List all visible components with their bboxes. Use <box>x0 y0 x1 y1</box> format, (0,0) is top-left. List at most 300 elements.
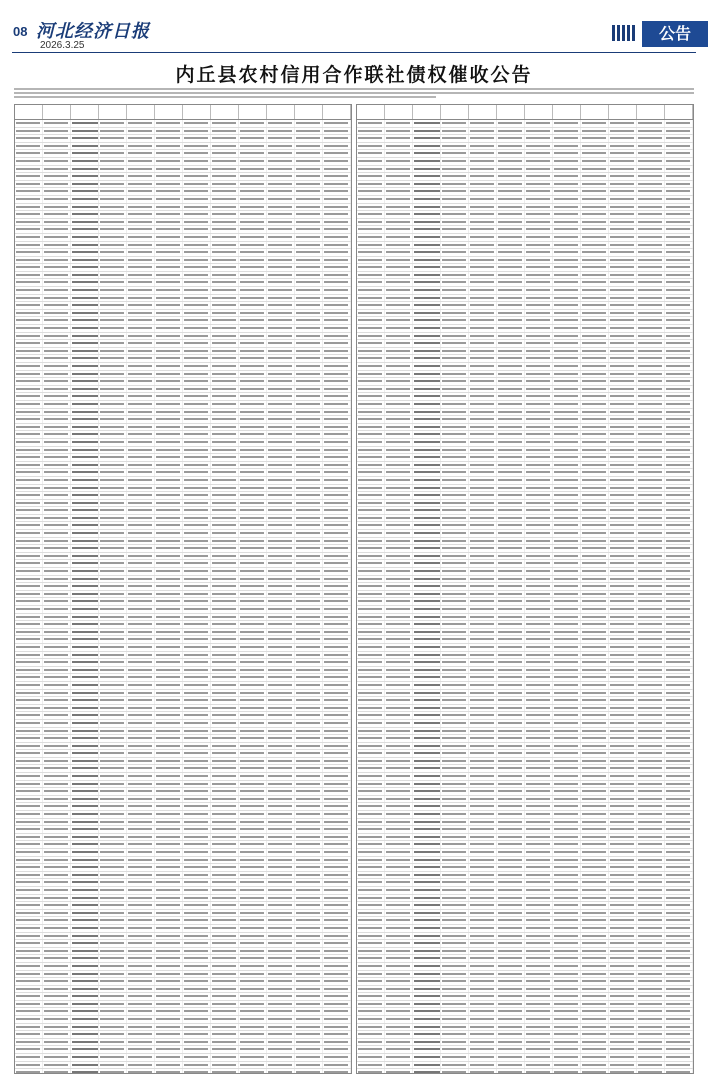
table-cell <box>385 636 413 643</box>
table-row <box>357 279 693 287</box>
table-cell <box>323 1031 351 1038</box>
table-row <box>357 1008 693 1016</box>
table-cell <box>357 317 385 324</box>
table-cell <box>239 295 267 302</box>
table-cell <box>323 955 351 962</box>
table-cell <box>497 219 525 226</box>
table-cell <box>183 279 211 286</box>
table-cell <box>323 841 351 848</box>
table-cell <box>43 652 71 659</box>
table-cell <box>15 857 43 864</box>
table-cell <box>71 469 99 476</box>
table-cell <box>99 150 127 157</box>
table-cell <box>239 940 267 947</box>
table-cell <box>155 325 183 332</box>
table-cell <box>71 576 99 583</box>
table-cell <box>267 1008 295 1015</box>
table-cell <box>497 841 525 848</box>
table-cell <box>211 181 239 188</box>
table-row <box>357 333 693 341</box>
table-cell <box>553 1069 581 1074</box>
table-cell <box>581 507 609 514</box>
table-cell <box>295 720 323 727</box>
table-row <box>357 667 693 675</box>
table-cell <box>267 264 295 271</box>
table-cell <box>413 120 441 127</box>
table-cell <box>413 629 441 636</box>
table-cell <box>239 1046 267 1053</box>
table-cell <box>99 674 127 681</box>
table-cell <box>71 986 99 993</box>
table-cell <box>581 819 609 826</box>
table-cell <box>497 598 525 605</box>
table-cell <box>155 993 183 1000</box>
table-cell <box>497 834 525 841</box>
table-cell <box>127 887 155 894</box>
table-cell <box>127 925 155 932</box>
table-row <box>15 796 351 804</box>
table-cell <box>469 158 497 165</box>
table-cell <box>71 841 99 848</box>
table-cell <box>525 591 553 598</box>
table-row <box>15 211 351 219</box>
table-cell <box>553 249 581 256</box>
table-cell <box>183 1039 211 1046</box>
table-cell <box>211 325 239 332</box>
table-cell <box>441 1001 469 1008</box>
table-cell <box>441 598 469 605</box>
table-cell <box>665 302 693 309</box>
table-cell <box>15 925 43 932</box>
table-row <box>15 803 351 811</box>
table-cell <box>323 864 351 871</box>
table-cell <box>127 325 155 332</box>
table-cell <box>155 902 183 909</box>
table-cell <box>413 538 441 545</box>
table-cell <box>385 454 413 461</box>
table-cell <box>637 758 665 765</box>
table-cell <box>15 659 43 666</box>
table-row <box>15 469 351 477</box>
table-cell <box>357 971 385 978</box>
table-cell <box>357 477 385 484</box>
table-cell <box>581 765 609 772</box>
table-cell <box>267 188 295 195</box>
table-cell <box>323 743 351 750</box>
table-cell <box>497 530 525 537</box>
table-cell <box>15 940 43 947</box>
table-cell <box>357 211 385 218</box>
table-cell <box>183 917 211 924</box>
table-cell <box>323 933 351 940</box>
table-cell <box>323 667 351 674</box>
table-row <box>357 378 693 386</box>
table-cell <box>637 257 665 264</box>
table-cell <box>15 317 43 324</box>
table-cell <box>553 477 581 484</box>
table-cell <box>581 462 609 469</box>
table-cell <box>323 431 351 438</box>
table-cell <box>99 576 127 583</box>
table-cell <box>267 196 295 203</box>
table-cell <box>581 773 609 780</box>
table-cell <box>413 553 441 560</box>
table-cell <box>267 249 295 256</box>
table-cell <box>609 629 637 636</box>
table-cell <box>267 598 295 605</box>
table-cell <box>385 386 413 393</box>
table-cell <box>469 841 497 848</box>
table-row <box>15 682 351 690</box>
table-cell <box>295 333 323 340</box>
table-cell <box>553 796 581 803</box>
table-cell <box>155 211 183 218</box>
table-cell <box>155 378 183 385</box>
table-cell <box>71 864 99 871</box>
table-cell <box>357 659 385 666</box>
table-cell <box>525 857 553 864</box>
table-cell <box>609 226 637 233</box>
table-cell <box>239 150 267 157</box>
table-cell <box>267 401 295 408</box>
table-cell <box>211 128 239 135</box>
table-cell <box>469 819 497 826</box>
table-cell <box>183 530 211 537</box>
table-cell <box>99 940 127 947</box>
table-cell <box>469 872 497 879</box>
table-row <box>15 393 351 401</box>
table-cell <box>155 560 183 567</box>
table-cell <box>183 560 211 567</box>
table-cell <box>609 682 637 689</box>
table-cell <box>637 454 665 461</box>
table-cell <box>155 652 183 659</box>
table-cell <box>385 135 413 142</box>
table-row <box>357 644 693 652</box>
table-cell <box>15 348 43 355</box>
table-cell <box>239 978 267 985</box>
table-cell <box>99 849 127 856</box>
table-cell <box>441 302 469 309</box>
table-cell <box>469 302 497 309</box>
table-row <box>15 629 351 637</box>
table-cell <box>441 264 469 271</box>
table-row <box>357 773 693 781</box>
table-row <box>357 872 693 880</box>
table-cell <box>323 720 351 727</box>
table-cell <box>295 1054 323 1061</box>
table-cell <box>525 272 553 279</box>
table-cell <box>497 864 525 871</box>
table-cell <box>155 705 183 712</box>
table-cell <box>295 644 323 651</box>
table-cell <box>99 773 127 780</box>
table-cell <box>637 796 665 803</box>
table-cell <box>183 120 211 127</box>
table-cell <box>43 803 71 810</box>
table-cell <box>183 1008 211 1015</box>
table-cell <box>127 902 155 909</box>
table-row <box>357 431 693 439</box>
table-cell <box>99 378 127 385</box>
table-cell <box>71 963 99 970</box>
table-cell <box>553 181 581 188</box>
table-cell <box>155 401 183 408</box>
table-cell <box>155 758 183 765</box>
table-cell <box>183 196 211 203</box>
table-cell <box>323 1069 351 1074</box>
table-cell <box>211 682 239 689</box>
table-cell <box>497 348 525 355</box>
table-cell <box>357 576 385 583</box>
table-cell <box>99 454 127 461</box>
table-cell <box>469 173 497 180</box>
table-cell <box>469 1054 497 1061</box>
table-row <box>15 158 351 166</box>
table-cell <box>525 348 553 355</box>
table-cell <box>15 971 43 978</box>
table-cell <box>609 697 637 704</box>
table-cell <box>267 720 295 727</box>
table-cell <box>127 249 155 256</box>
table-cell <box>497 690 525 697</box>
table-row <box>357 583 693 591</box>
table-cell <box>413 1039 441 1046</box>
table-cell <box>295 393 323 400</box>
table-cell <box>43 150 71 157</box>
table-cell <box>469 1062 497 1069</box>
table-cell <box>469 826 497 833</box>
table-cell <box>637 773 665 780</box>
table-cell <box>553 636 581 643</box>
table-cell <box>71 143 99 150</box>
table-cell <box>525 477 553 484</box>
table-cell <box>385 393 413 400</box>
table-cell <box>71 591 99 598</box>
table-cell <box>497 971 525 978</box>
table-cell <box>43 872 71 879</box>
table-row <box>15 166 351 174</box>
table-cell <box>211 705 239 712</box>
table-cell <box>665 781 693 788</box>
table-cell <box>357 826 385 833</box>
table-cell <box>71 492 99 499</box>
table-cell <box>609 188 637 195</box>
table-cell <box>609 879 637 886</box>
table-cell <box>609 500 637 507</box>
table-cell <box>581 393 609 400</box>
table-cell <box>295 188 323 195</box>
table-cell <box>609 454 637 461</box>
table-cell <box>497 515 525 522</box>
table-cell <box>239 234 267 241</box>
table-cell <box>295 993 323 1000</box>
table-cell <box>357 257 385 264</box>
table-cell <box>323 287 351 294</box>
table-cell <box>609 750 637 757</box>
table-cell <box>99 500 127 507</box>
table-cell <box>323 249 351 256</box>
table-cell <box>127 310 155 317</box>
table-cell <box>155 363 183 370</box>
table-cell <box>385 120 413 127</box>
table-cell <box>497 963 525 970</box>
table-cell <box>609 522 637 529</box>
table-cell <box>385 462 413 469</box>
table-cell <box>295 560 323 567</box>
table-cell <box>441 636 469 643</box>
table-row <box>357 895 693 903</box>
table-cell <box>15 386 43 393</box>
table-cell <box>267 378 295 385</box>
table-cell <box>413 530 441 537</box>
table-cell <box>469 530 497 537</box>
table-cell <box>71 674 99 681</box>
table-cell <box>15 781 43 788</box>
table-cell <box>43 348 71 355</box>
table-cell <box>637 872 665 879</box>
table-cell <box>525 1024 553 1031</box>
table-cell <box>127 872 155 879</box>
table-cell <box>43 1016 71 1023</box>
table-cell <box>127 728 155 735</box>
table-cell <box>469 264 497 271</box>
table-cell <box>71 355 99 362</box>
table-cell <box>637 272 665 279</box>
table-cell <box>553 765 581 772</box>
table-cell <box>469 257 497 264</box>
table-cell <box>581 545 609 552</box>
table-cell <box>385 963 413 970</box>
table-cell <box>15 636 43 643</box>
table-cell <box>609 477 637 484</box>
table-cell <box>609 902 637 909</box>
table-row <box>15 879 351 887</box>
table-cell <box>239 485 267 492</box>
table-cell <box>211 773 239 780</box>
table-row <box>357 219 693 227</box>
table-cell <box>295 492 323 499</box>
table-cell <box>295 530 323 537</box>
table-cell <box>609 728 637 735</box>
table-cell <box>295 735 323 742</box>
table-cell <box>581 249 609 256</box>
table-cell <box>637 553 665 560</box>
table-cell <box>15 765 43 772</box>
table-cell <box>609 940 637 947</box>
table-cell <box>413 371 441 378</box>
table-cell <box>441 310 469 317</box>
table-cell <box>637 636 665 643</box>
table-cell <box>15 917 43 924</box>
table-cell <box>525 728 553 735</box>
table-cell <box>295 826 323 833</box>
table-cell <box>357 583 385 590</box>
table-cell <box>469 188 497 195</box>
table-cell <box>441 272 469 279</box>
table-cell <box>553 629 581 636</box>
table-cell <box>127 401 155 408</box>
table-cell <box>183 363 211 370</box>
table-cell <box>357 1046 385 1053</box>
table-cell <box>323 773 351 780</box>
table-row <box>357 310 693 318</box>
table-cell <box>211 857 239 864</box>
section-tag: 公告 <box>642 21 708 47</box>
table-cell <box>581 401 609 408</box>
table-cell <box>665 1039 693 1046</box>
table-cell <box>15 454 43 461</box>
table-cell <box>295 971 323 978</box>
table-row <box>357 447 693 455</box>
table-row <box>15 181 351 189</box>
table-cell <box>71 750 99 757</box>
table-cell <box>553 500 581 507</box>
table-cell <box>385 796 413 803</box>
table-row <box>15 477 351 485</box>
table-cell <box>267 872 295 879</box>
table-cell <box>127 773 155 780</box>
table-cell <box>71 272 99 279</box>
table-cell <box>127 393 155 400</box>
table-cell <box>441 705 469 712</box>
table-cell <box>497 879 525 886</box>
table-cell <box>357 264 385 271</box>
table-cell <box>441 1031 469 1038</box>
table-cell <box>239 765 267 772</box>
table-cell <box>155 538 183 545</box>
table-cell <box>665 682 693 689</box>
table-cell <box>581 735 609 742</box>
table-cell <box>385 143 413 150</box>
table-cell <box>43 705 71 712</box>
table-cell <box>183 500 211 507</box>
table-cell <box>665 621 693 628</box>
table-cell <box>239 933 267 940</box>
table-cell <box>267 211 295 218</box>
table-cell <box>211 257 239 264</box>
table-cell <box>295 978 323 985</box>
table-cell <box>357 674 385 681</box>
table-row <box>15 864 351 872</box>
table-cell <box>71 728 99 735</box>
table-cell <box>469 917 497 924</box>
table-cell <box>323 355 351 362</box>
table-cell <box>637 940 665 947</box>
table-row <box>357 272 693 280</box>
table-cell <box>441 857 469 864</box>
table-cell <box>357 933 385 940</box>
table-cell <box>497 1024 525 1031</box>
table-cell <box>525 264 553 271</box>
table-cell <box>357 507 385 514</box>
table-cell <box>155 667 183 674</box>
table-cell <box>497 826 525 833</box>
table-cell <box>239 993 267 1000</box>
table-cell <box>99 917 127 924</box>
table-cell <box>469 1031 497 1038</box>
table-cell <box>357 135 385 142</box>
table-cell <box>99 826 127 833</box>
table-cell <box>525 325 553 332</box>
table-cell <box>665 591 693 598</box>
table-cell <box>497 629 525 636</box>
table-cell <box>295 447 323 454</box>
table-cell <box>637 439 665 446</box>
table-cell <box>469 728 497 735</box>
table-cell <box>267 181 295 188</box>
table-cell <box>609 948 637 955</box>
